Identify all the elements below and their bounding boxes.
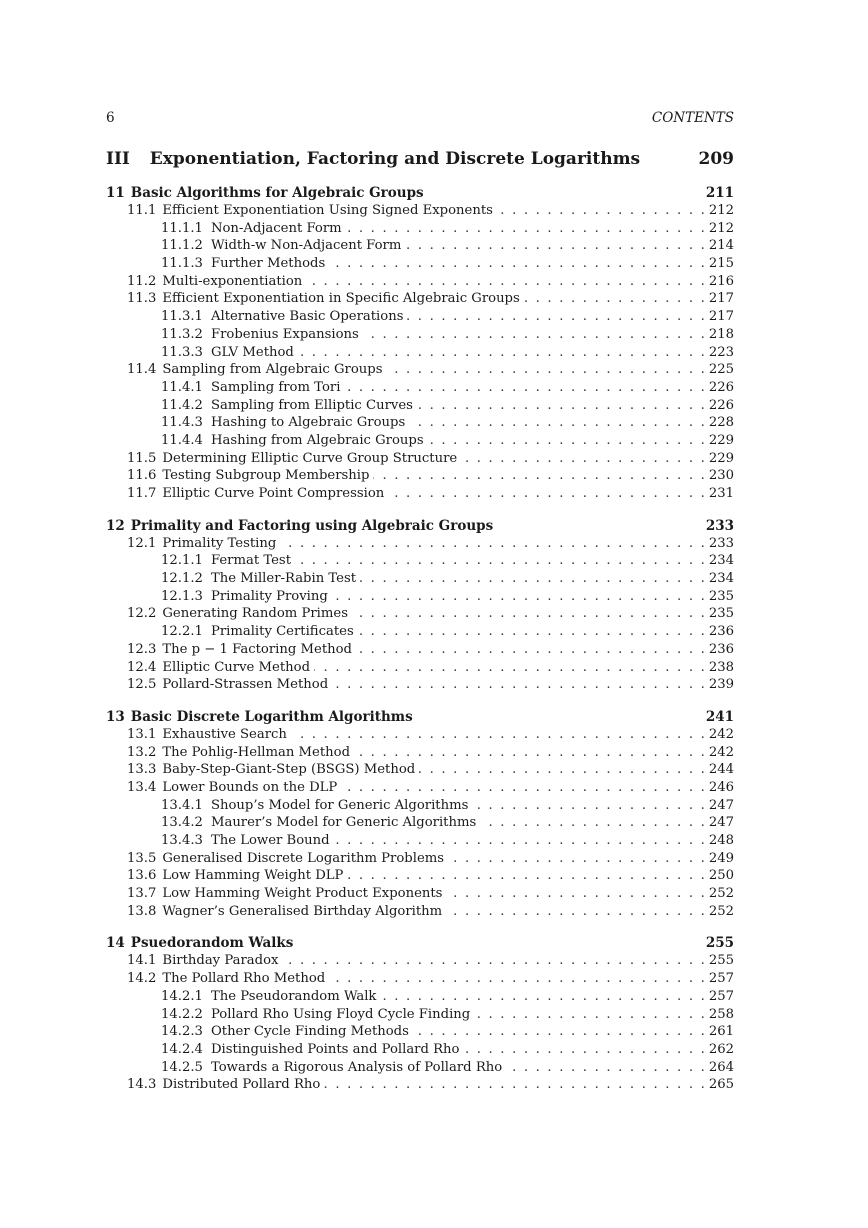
entry-title: The Pollard Rho Method bbox=[162, 971, 326, 987]
toc-page bbox=[106, 108, 734, 1094]
entry-number: 14.2.1 bbox=[161, 988, 203, 1004]
entry-number: 14.2.2 bbox=[161, 1006, 203, 1022]
entry-page: 235 bbox=[708, 606, 734, 622]
entry-page: 242 bbox=[708, 726, 734, 742]
entry-page: 244 bbox=[708, 762, 734, 778]
entry-title: Low Hamming Weight DLP bbox=[162, 868, 344, 884]
entry-page: 217 bbox=[708, 309, 734, 325]
entry-page: 262 bbox=[708, 1041, 734, 1057]
leader-dots bbox=[409, 414, 705, 432]
subsection-entry[interactable] bbox=[106, 797, 734, 815]
chapter-title-group bbox=[106, 934, 293, 952]
entry-page: 217 bbox=[708, 291, 734, 307]
entry-page: 265 bbox=[708, 1077, 734, 1093]
entry-title: Exhaustive Search bbox=[162, 726, 287, 742]
entry-number: 12.2.1 bbox=[161, 624, 203, 640]
entry-number: 13.4.2 bbox=[161, 815, 203, 831]
entry-page: 231 bbox=[708, 486, 734, 501]
subsection-entry[interactable] bbox=[106, 432, 734, 450]
entry-title: Baby-Step-Giant-Step (BSGS) Method bbox=[162, 762, 416, 778]
entry-title: Width-w Non-Adjacent Form bbox=[210, 238, 402, 254]
chapter-number: 12 bbox=[106, 517, 125, 534]
leader-dots bbox=[506, 1059, 705, 1077]
leader-dots bbox=[332, 588, 705, 606]
running-title: CONTENTS bbox=[651, 110, 734, 126]
leader-dots bbox=[282, 952, 704, 970]
section-entry[interactable] bbox=[106, 361, 734, 379]
entry-number: 11.1.2 bbox=[161, 238, 203, 254]
entry-title: Sampling from Algebraic Groups bbox=[162, 362, 383, 378]
chapter-heading[interactable] bbox=[106, 517, 734, 535]
entry-page: 261 bbox=[708, 1024, 734, 1040]
chapter-number: 13 bbox=[106, 708, 125, 725]
section-entry[interactable] bbox=[106, 290, 734, 308]
subsection-entry[interactable] bbox=[106, 397, 734, 415]
chapter-heading[interactable] bbox=[106, 184, 734, 202]
entry-page: 247 bbox=[708, 815, 734, 831]
entry-title: Hashing from Algebraic Groups bbox=[210, 432, 424, 448]
leader-dots bbox=[298, 344, 705, 362]
entry-title: The p − 1 Factoring Method bbox=[162, 641, 352, 657]
entry-title: The Lower Bound bbox=[210, 833, 330, 848]
entry-page: 218 bbox=[708, 326, 734, 342]
entry-page: 230 bbox=[708, 468, 734, 484]
subsection-entry[interactable] bbox=[106, 414, 734, 432]
chapter-number: 11 bbox=[106, 185, 125, 201]
section-entry[interactable] bbox=[106, 485, 734, 503]
entry-number: 12.4 bbox=[127, 659, 157, 675]
section-entry[interactable] bbox=[106, 850, 734, 868]
leader-dots bbox=[446, 885, 704, 903]
entry-page: 226 bbox=[708, 397, 734, 413]
entry-number: 13.7 bbox=[127, 886, 157, 902]
entry-number: 11.3.1 bbox=[161, 309, 203, 325]
entry-title: Low Hamming Weight Product Exponents bbox=[162, 886, 443, 902]
chapter-heading[interactable] bbox=[106, 934, 734, 952]
section-entry[interactable] bbox=[106, 450, 734, 468]
leader-dots bbox=[358, 623, 705, 641]
subsection-entry[interactable] bbox=[106, 237, 734, 255]
page-number: 6 bbox=[106, 110, 115, 126]
entry-number: 12.5 bbox=[127, 677, 157, 693]
entry-number: 11.4.1 bbox=[161, 379, 203, 395]
entry-number: 14.2.3 bbox=[161, 1024, 203, 1040]
chapter-page: 211 bbox=[705, 185, 734, 201]
leader-dots bbox=[332, 676, 705, 694]
entry-number: 11.1 bbox=[127, 203, 157, 218]
leader-dots bbox=[413, 1023, 705, 1041]
entry-title: Non-Adjacent Form bbox=[210, 220, 342, 236]
entry-number: 13.6 bbox=[127, 868, 157, 884]
entry-page: 215 bbox=[708, 256, 734, 272]
subsection-entry[interactable] bbox=[106, 1006, 734, 1024]
entry-page: 228 bbox=[708, 415, 734, 431]
entry-title: Efficient Exponentiation Using Signed Exponents bbox=[162, 203, 493, 218]
entry-page: 234 bbox=[708, 571, 734, 587]
entry-page: 257 bbox=[708, 971, 734, 987]
leader-dots bbox=[388, 485, 705, 503]
leader-dots bbox=[360, 570, 705, 588]
entry-number: 14.1 bbox=[127, 953, 157, 969]
entry-number: 13.3 bbox=[127, 762, 157, 778]
entry-page: 216 bbox=[708, 273, 734, 289]
entry-number: 14.2 bbox=[127, 971, 157, 987]
subsection-entry[interactable] bbox=[106, 832, 734, 850]
part-number: III bbox=[106, 149, 130, 169]
entry-number: 12.2 bbox=[127, 606, 157, 622]
leader-dots bbox=[295, 552, 705, 570]
subsection-entry[interactable] bbox=[106, 988, 734, 1006]
entry-page: 234 bbox=[708, 553, 734, 569]
subsection-entry[interactable] bbox=[106, 308, 734, 326]
entry-title: Determining Elliptic Curve Group Structure bbox=[162, 450, 458, 466]
leader-dots bbox=[407, 308, 704, 326]
subsection-entry[interactable] bbox=[106, 344, 734, 362]
leader-dots bbox=[314, 659, 705, 677]
entry-title: Shoup’s Model for Generic Algorithms bbox=[210, 797, 469, 813]
leader-dots bbox=[419, 761, 705, 779]
leader-dots bbox=[448, 850, 705, 868]
entry-page: 249 bbox=[708, 850, 734, 866]
entry-title: Multi-exponentiation bbox=[162, 273, 303, 289]
entry-title: Testing Subgroup Membership bbox=[162, 468, 370, 484]
entry-title: The Pohlig-Hellman Method bbox=[162, 744, 351, 760]
chapter-title-group bbox=[106, 708, 413, 726]
entry-number: 11.5 bbox=[127, 450, 157, 466]
entry-number: 11.4 bbox=[127, 362, 157, 378]
entry-page: 233 bbox=[708, 535, 734, 551]
entry-title: Pollard-Strassen Method bbox=[162, 677, 329, 693]
section-entry[interactable] bbox=[106, 952, 734, 970]
entry-title: Pollard Rho Using Floyd Cycle Finding bbox=[210, 1006, 471, 1022]
entry-page: 242 bbox=[708, 744, 734, 760]
entry-number: 11.1.1 bbox=[161, 220, 203, 236]
entry-number: 12.1 bbox=[127, 535, 157, 551]
part-title-group bbox=[106, 147, 640, 171]
section-entry[interactable] bbox=[106, 467, 734, 485]
entry-number: 12.1.1 bbox=[161, 553, 203, 569]
entry-title: The Pseudorandom Walk bbox=[210, 988, 377, 1004]
entry-page: 255 bbox=[708, 953, 734, 969]
entry-title: Distributed Pollard Rho bbox=[162, 1077, 321, 1093]
chapter-page: 241 bbox=[705, 708, 734, 725]
section-entry[interactable] bbox=[106, 1076, 734, 1094]
entry-page: 212 bbox=[708, 220, 734, 236]
section-entry[interactable] bbox=[106, 726, 734, 744]
leader-dots bbox=[356, 641, 705, 659]
section-entry[interactable] bbox=[106, 202, 734, 220]
entry-number: 14.2.4 bbox=[161, 1041, 203, 1057]
entry-page: 247 bbox=[708, 797, 734, 813]
section-entry[interactable] bbox=[106, 761, 734, 779]
leader-dots bbox=[380, 988, 704, 1006]
leader-dots bbox=[472, 797, 704, 815]
entry-title: Distinguished Points and Pollard Rho bbox=[210, 1041, 460, 1057]
part-heading bbox=[106, 147, 734, 171]
entry-number: 13.4.1 bbox=[161, 797, 203, 813]
leader-dots bbox=[324, 1076, 705, 1094]
entry-page: 246 bbox=[708, 779, 734, 795]
entry-title: Hashing to Algebraic Groups bbox=[210, 415, 406, 431]
chapter-number: 14 bbox=[106, 935, 125, 952]
leader-dots bbox=[373, 467, 704, 485]
entry-title: Towards a Rigorous Analysis of Pollard Rho bbox=[210, 1059, 503, 1075]
leader-dots bbox=[346, 220, 705, 238]
section-entry[interactable] bbox=[106, 867, 734, 885]
section-entry[interactable] bbox=[106, 641, 734, 659]
entry-page: 214 bbox=[708, 238, 734, 254]
entry-number: 11.6 bbox=[127, 468, 157, 484]
entry-page: 229 bbox=[708, 432, 734, 448]
entry-number: 13.1 bbox=[127, 726, 157, 742]
leader-dots bbox=[344, 379, 704, 397]
chapter-page: 255 bbox=[705, 935, 734, 952]
leader-dots bbox=[329, 255, 705, 273]
toc-body bbox=[106, 184, 734, 1094]
chapter-page: 233 bbox=[705, 517, 734, 534]
leader-dots bbox=[352, 605, 705, 623]
entry-page: 226 bbox=[708, 379, 734, 395]
leader-dots bbox=[280, 535, 705, 553]
section-entry[interactable] bbox=[106, 659, 734, 677]
leader-dots bbox=[474, 1006, 705, 1024]
entry-title: Primality Proving bbox=[210, 588, 328, 604]
entry-page: 250 bbox=[708, 868, 734, 884]
entry-title: Generating Random Primes bbox=[162, 606, 348, 622]
leader-dots bbox=[428, 432, 705, 450]
entry-page: 229 bbox=[708, 450, 734, 466]
entry-title: GLV Method bbox=[210, 344, 294, 360]
entry-title: Primality Testing bbox=[162, 535, 277, 551]
entry-number: 13.4 bbox=[127, 779, 157, 795]
subsection-entry[interactable] bbox=[106, 379, 734, 397]
entry-number: 11.4.4 bbox=[161, 432, 203, 448]
leader-dots bbox=[417, 397, 705, 415]
subsection-entry[interactable] bbox=[106, 588, 734, 606]
entry-title: Birthday Paradox bbox=[162, 953, 279, 969]
section-entry[interactable] bbox=[106, 970, 734, 988]
subsection-entry[interactable] bbox=[106, 1059, 734, 1077]
entry-title: Elliptic Curve Point Compression bbox=[162, 486, 385, 501]
section-entry[interactable] bbox=[106, 779, 734, 797]
entry-title: Maurer’s Model for Generic Algorithms bbox=[210, 815, 477, 831]
part-page: 209 bbox=[698, 149, 734, 169]
section-entry[interactable] bbox=[106, 885, 734, 903]
entry-number: 11.7 bbox=[127, 486, 157, 501]
entry-title: Elliptic Curve Method bbox=[162, 659, 311, 675]
chapter-title: Primality and Factoring using Algebraic Groups bbox=[130, 517, 494, 534]
entry-number: 11.3.3 bbox=[161, 344, 203, 360]
entry-title: Other Cycle Finding Methods bbox=[210, 1024, 409, 1040]
entry-page: 236 bbox=[708, 624, 734, 640]
entry-title: Fermat Test bbox=[210, 553, 291, 569]
entry-title: The Miller-Rabin Test bbox=[210, 571, 357, 587]
subsection-entry[interactable] bbox=[106, 220, 734, 238]
chapter-title-group bbox=[106, 517, 493, 535]
subsection-entry[interactable] bbox=[106, 623, 734, 641]
entry-number: 13.4.3 bbox=[161, 833, 203, 848]
entry-title: Generalised Discrete Logarithm Problems bbox=[162, 850, 445, 866]
entry-number: 11.3 bbox=[127, 291, 157, 307]
leader-dots bbox=[306, 273, 705, 291]
leader-dots bbox=[334, 832, 705, 850]
entry-title: Efficient Exponentiation in Specific Algebraic Groups bbox=[162, 291, 520, 307]
leader-dots bbox=[347, 867, 704, 885]
entry-title: Wagner’s Generalised Birthday Algorithm bbox=[162, 903, 443, 919]
leader-dots bbox=[354, 744, 705, 762]
subsection-entry[interactable] bbox=[106, 814, 734, 832]
entry-number: 11.1.3 bbox=[161, 256, 203, 272]
leader-dots bbox=[461, 450, 705, 468]
entry-title: Alternative Basic Operations bbox=[210, 309, 404, 325]
entry-number: 12.1.3 bbox=[161, 588, 203, 604]
leader-dots bbox=[497, 202, 705, 220]
section-entry[interactable] bbox=[106, 535, 734, 553]
leader-dots bbox=[291, 726, 705, 744]
running-head bbox=[106, 108, 734, 128]
entry-page: 248 bbox=[708, 833, 734, 848]
entry-page: 258 bbox=[708, 1006, 734, 1022]
subsection-entry[interactable] bbox=[106, 570, 734, 588]
chapter-heading[interactable] bbox=[106, 708, 734, 726]
entry-page: 238 bbox=[708, 659, 734, 675]
leader-dots bbox=[329, 970, 705, 988]
entry-number: 14.2.5 bbox=[161, 1059, 203, 1075]
chapter-title: Basic Algorithms for Algebraic Groups bbox=[130, 185, 424, 201]
entry-number: 11.3.2 bbox=[161, 326, 203, 342]
leader-dots bbox=[341, 779, 705, 797]
entry-title: Lower Bounds on the DLP bbox=[162, 779, 338, 795]
entry-number: 13.2 bbox=[127, 744, 157, 760]
entry-number: 11.4.3 bbox=[161, 415, 203, 431]
section-entry[interactable] bbox=[106, 903, 734, 921]
entry-page: 264 bbox=[708, 1059, 734, 1075]
leader-dots bbox=[386, 361, 704, 379]
subsection-entry[interactable] bbox=[106, 552, 734, 570]
subsection-entry[interactable] bbox=[106, 326, 734, 344]
entry-page: 236 bbox=[708, 641, 734, 657]
entry-page: 235 bbox=[708, 588, 734, 604]
entry-number: 13.8 bbox=[127, 903, 157, 919]
entry-title: Primality Certificates bbox=[210, 624, 354, 640]
leader-dots bbox=[405, 237, 704, 255]
leader-dots bbox=[524, 290, 705, 308]
entry-number: 13.5 bbox=[127, 850, 157, 866]
entry-page: 257 bbox=[708, 988, 734, 1004]
leader-dots bbox=[363, 326, 705, 344]
entry-page: 252 bbox=[708, 886, 734, 902]
chapter-title-group bbox=[106, 184, 424, 202]
entry-page: 212 bbox=[708, 203, 734, 218]
entry-number: 11.4.2 bbox=[161, 397, 203, 413]
section-entry[interactable] bbox=[106, 605, 734, 623]
entry-title: Further Methods bbox=[210, 256, 326, 272]
subsection-entry[interactable] bbox=[106, 1041, 734, 1059]
entry-title: Frobenius Expansions bbox=[210, 326, 359, 342]
entry-number: 12.3 bbox=[127, 641, 157, 657]
section-entry[interactable] bbox=[106, 676, 734, 694]
entry-page: 225 bbox=[708, 362, 734, 378]
entry-page: 252 bbox=[708, 903, 734, 919]
entry-number: 14.3 bbox=[127, 1077, 157, 1093]
subsection-entry[interactable] bbox=[106, 1023, 734, 1041]
part-title: Exponentiation, Factoring and Discrete Logarithms bbox=[149, 149, 641, 169]
chapter-title: Psuedorandom Walks bbox=[130, 935, 294, 952]
leader-dots bbox=[446, 903, 705, 921]
leader-dots bbox=[480, 814, 705, 832]
entry-title: Sampling from Elliptic Curves bbox=[210, 397, 413, 413]
entry-page: 223 bbox=[708, 344, 734, 360]
section-entry[interactable] bbox=[106, 273, 734, 291]
leader-dots bbox=[464, 1041, 705, 1059]
entry-page: 239 bbox=[708, 677, 734, 693]
entry-number: 12.1.2 bbox=[161, 571, 203, 587]
entry-number: 11.2 bbox=[127, 273, 157, 289]
section-entry[interactable] bbox=[106, 744, 734, 762]
subsection-entry[interactable] bbox=[106, 255, 734, 273]
entry-title: Sampling from Tori bbox=[210, 379, 341, 395]
chapter-title: Basic Discrete Logarithm Algorithms bbox=[130, 708, 413, 725]
